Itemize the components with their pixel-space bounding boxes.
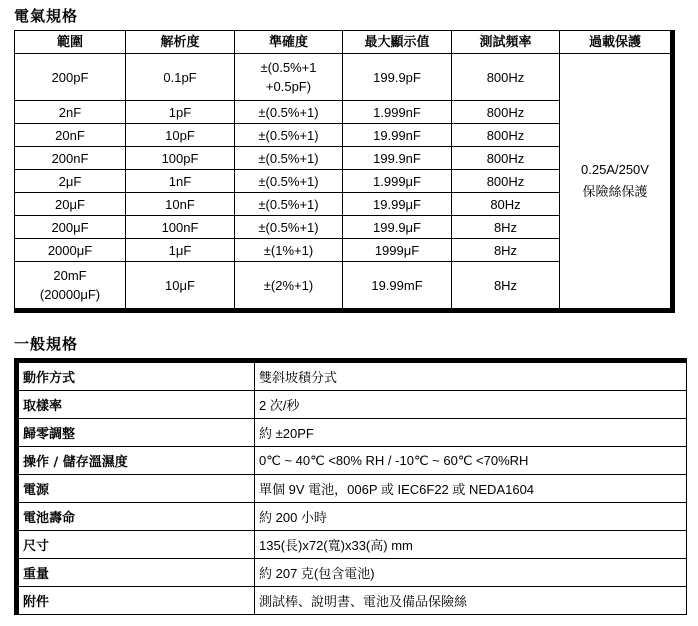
cell-frequency: 80Hz — [452, 193, 560, 216]
spec-value: 約 207 克(包含電池) — [255, 559, 687, 587]
cell-range: 200μF — [15, 216, 126, 239]
cell-max-display: 199.9μF — [343, 216, 452, 239]
table-header-row — [15, 31, 671, 54]
spec-value: 0℃ ~ 40℃ <80% RH / -10℃ ~ 60℃ <70%RH — [255, 447, 687, 475]
cell-frequency: 800Hz — [452, 170, 560, 193]
table-row — [19, 391, 687, 419]
spec-label: 取樣率 — [19, 391, 255, 419]
spec-label: 附件 — [19, 587, 255, 615]
spec-value: 雙斜坡積分式 — [255, 363, 687, 391]
spec-label: 尺寸 — [19, 531, 255, 559]
header-max-display: 最大顯示值 — [343, 31, 452, 54]
cell-range: 20μF — [15, 193, 126, 216]
cell-resolution: 10pF — [126, 124, 235, 147]
cell-accuracy-line1: ±(0.5%+1 — [260, 60, 317, 75]
spec-label: 歸零調整 — [19, 419, 255, 447]
cell-max-display: 199.9nF — [343, 147, 452, 170]
cell-frequency: 800Hz — [452, 147, 560, 170]
cell-range: 20nF — [15, 124, 126, 147]
general-spec-table — [18, 362, 687, 615]
header-overload-protection: 過載保護 — [560, 31, 671, 54]
cell-resolution: 1pF — [126, 101, 235, 124]
general-spec-table-shadow — [14, 358, 687, 615]
cell-frequency: 800Hz — [452, 101, 560, 124]
cell-range: 2nF — [15, 101, 126, 124]
table-row — [19, 447, 687, 475]
cell-range: 200nF — [15, 147, 126, 170]
cell-accuracy: ±(0.5%+1) — [235, 124, 343, 147]
spec-value: 約 ±20PF — [255, 419, 687, 447]
cell-max-display: 1.999nF — [343, 101, 452, 124]
table-row — [19, 363, 687, 391]
cell-accuracy: ±(0.5%+1) — [235, 216, 343, 239]
cell-frequency: 800Hz — [452, 54, 560, 101]
cell-max-display: 19.99nF — [343, 124, 452, 147]
electrical-spec-table — [14, 30, 671, 309]
cell-overload-protection — [560, 54, 671, 309]
header-range: 範圍 — [15, 31, 126, 54]
header-test-frequency: 測試頻率 — [452, 31, 560, 54]
cell-accuracy — [235, 54, 343, 101]
cell-frequency: 8Hz — [452, 239, 560, 262]
cell-frequency: 8Hz — [452, 262, 560, 309]
cell-max-display: 1.999μF — [343, 170, 452, 193]
cell-range-line2: (20000μF) — [39, 287, 101, 302]
spec-value: 2 次/秒 — [255, 391, 687, 419]
cell-frequency: 8Hz — [452, 216, 560, 239]
general-spec-title: 一般規格 — [14, 335, 79, 353]
cell-resolution: 10μF — [126, 262, 235, 309]
cell-resolution: 100pF — [126, 147, 235, 170]
spec-value: 單個 9V 電池，006P 或 IEC6F22 或 NEDA1604 — [255, 475, 687, 503]
cell-resolution: 1nF — [126, 170, 235, 193]
electrical-spec-title: 電氣規格 — [14, 7, 79, 25]
cell-accuracy: ±(1%+1) — [235, 239, 343, 262]
spec-label: 電池壽命 — [19, 503, 255, 531]
electrical-spec-table-shadow — [14, 30, 675, 313]
cell-range-line1: 20mF — [53, 268, 87, 283]
cell-max-display: 19.99μF — [343, 193, 452, 216]
cell-accuracy: ±(0.5%+1) — [235, 101, 343, 124]
cell-max-display: 199.9pF — [343, 54, 452, 101]
spec-label: 重量 — [19, 559, 255, 587]
table-row — [19, 503, 687, 531]
cell-resolution: 10nF — [126, 193, 235, 216]
table-row — [19, 559, 687, 587]
spec-label: 動作方式 — [19, 363, 255, 391]
table-row — [15, 54, 671, 101]
header-resolution: 解析度 — [126, 31, 235, 54]
spec-label: 操作 / 儲存溫濕度 — [19, 447, 255, 475]
cell-max-display: 1999μF — [343, 239, 452, 262]
spec-value: 約 200 小時 — [255, 503, 687, 531]
cell-frequency: 800Hz — [452, 124, 560, 147]
cell-range: 2000μF — [15, 239, 126, 262]
table-row — [19, 531, 687, 559]
spec-value: 135(長)x72(寬)x33(高) mm — [255, 531, 687, 559]
table-row — [19, 475, 687, 503]
table-row — [19, 587, 687, 615]
spec-value: 測試棒、說明書、電池及備品保險絲 — [255, 587, 687, 615]
cell-max-display: 19.99mF — [343, 262, 452, 309]
cell-range: 200pF — [15, 54, 126, 101]
protection-fuse: 保險絲保護 — [582, 184, 648, 199]
cell-resolution: 100nF — [126, 216, 235, 239]
protection-rating: 0.25A/250V — [581, 162, 649, 177]
cell-accuracy-line2: +0.5pF) — [265, 79, 312, 94]
cell-resolution: 0.1pF — [126, 54, 235, 101]
cell-range — [15, 262, 126, 309]
cell-range: 2μF — [15, 170, 126, 193]
cell-accuracy: ±(0.5%+1) — [235, 170, 343, 193]
header-accuracy: 準確度 — [235, 31, 343, 54]
cell-accuracy: ±(0.5%+1) — [235, 193, 343, 216]
spec-label: 電源 — [19, 475, 255, 503]
cell-resolution: 1μF — [126, 239, 235, 262]
table-row — [19, 419, 687, 447]
cell-accuracy: ±(2%+1) — [235, 262, 343, 309]
cell-accuracy: ±(0.5%+1) — [235, 147, 343, 170]
